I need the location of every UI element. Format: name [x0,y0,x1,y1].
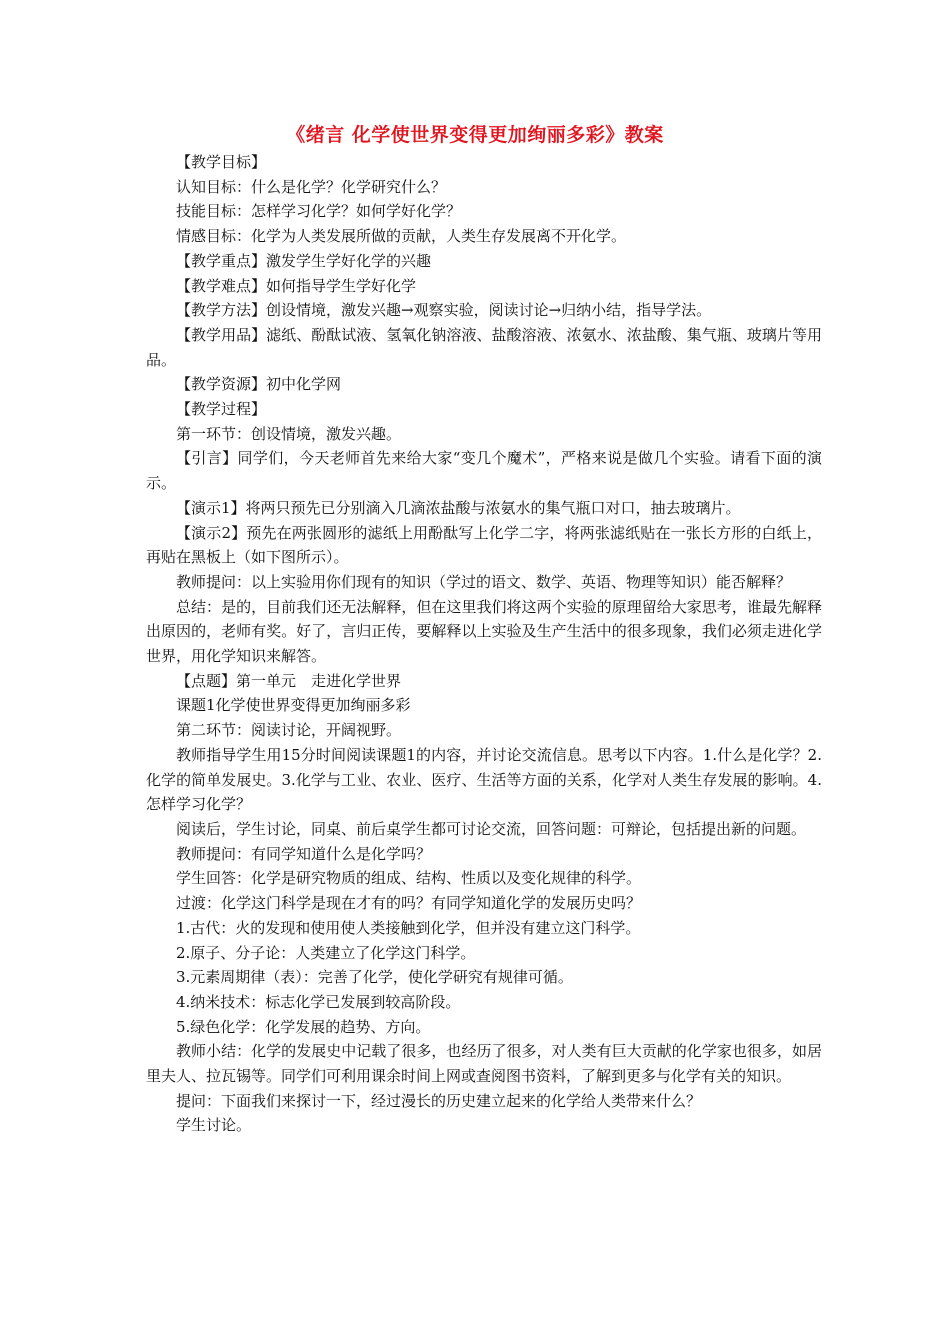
reading-guidance-paragraph: 教师指导学生用15分时间阅读课题1的内容，并讨论交流信息。思考以下内容。1.什么是化学？2.化学的简单发展史。3.化学与工业、农业、医疗、生活等方面的关系，化学对人类生存发展的影响。4.怎样学习化学？ [146,745,822,814]
history-item-1: 1.古代：火的发现和使用使人类接触到化学，但并没有建立这门科学。 [176,918,641,937]
student-discussion-line: 学生讨论。 [176,1116,252,1135]
teaching-materials: 【教学用品】滤纸、酚酞试液、氢氧化钠溶液、盐酸溶液、浓氨水、浓盐酸、集气瓶、玻璃片等用品。 [146,325,822,369]
discussion-paragraph: 阅读后，学生讨论，同桌、前后桌学生都可讨论交流，回答问题：可辩论，包括提出新的问题。 [176,819,807,838]
skill-objective: 技能目标：怎样学习化学？如何学好化学？ [176,202,462,221]
cognitive-objective: 认知目标：什么是化学？化学研究什么？ [176,177,447,196]
affective-objective: 情感目标：化学为人类发展所做的贡献，人类生存发展离不开化学。 [176,227,627,246]
document-title: 《绪言 化学使世界变得更加绚丽多彩》教案 [286,124,664,146]
lesson-title-line: 课题1化学使世界变得更加绚丽多彩 [176,696,411,715]
student-answer-line: 学生回答：化学是研究物质的组成、结构、性质以及变化规律的科学。 [176,869,642,888]
transition-line: 过渡：化学这门科学是现在才有的吗？有同学知道化学的发展历史吗？ [176,894,642,913]
history-item-5: 5.绿色化学：化学发展的趋势、方向。 [176,1017,431,1036]
teacher-question-line: 教师提问：有同学知道什么是化学吗？ [176,844,432,863]
demo-one-paragraph: 【演示1】将两只预先已分别滴入几滴浓盐酸与浓氨水的集气瓶口对口，抽去玻璃片。 [176,498,741,517]
topic-unit-line: 【点题】第一单元 走进化学世界 [176,671,402,690]
stage-two-heading: 第二环节：阅读讨论，开阔视野。 [176,721,402,740]
history-item-2: 2.原子、分子论：人类建立了化学这门科学。 [176,943,476,962]
document-body [146,150,822,1138]
history-item-4: 4.纳米技术：标志化学已发展到较高阶段。 [176,992,461,1011]
teacher-question-paragraph: 教师提问：以上实验用你们现有的知识（学过的语文、数学、英语、物理等知识）能否解释？ [176,572,792,591]
teacher-summary-paragraph: 教师小结：化学的发展史中记载了很多，也经历了很多，对人类有巨大贡献的化学家也很多，如居里夫人、拉瓦锡等。同学们可利用课余时间上网或查阅图书资料，了解到更多与化学有关的知识。 [146,1042,822,1086]
teaching-difficulty: 【教学难点】如何指导学生学好化学 [176,276,417,295]
demo-two-paragraph: 【演示2】预先在两张圆形的滤纸上用酚酞写上化学二字，将两张滤纸贴在一张长方形的白纸上，再贴在黑板上（如下图所示）。 [146,523,822,567]
section-heading-objectives: 【教学目标】 [176,153,267,171]
introduction-paragraph: 【引言】同学们，今天老师首先来给大家“变几个魔术”，严格来说是做几个实验。请看下面的演示。 [146,449,822,493]
summary-paragraph: 总结：是的，目前我们还无法解释，但在这里我们将这两个实验的原理留给大家思考，谁最先解释出原因的，老师有奖。好了，言归正传，要解释以上实验及生产生活中的很多现象，我们必须走进化学世界，用化学知识来解答。 [146,597,822,666]
teaching-method: 【教学方法】创设情境，激发兴趣→观察实验，阅读讨论→归纳小结，指导学法。 [176,301,712,320]
section-heading-process: 【教学过程】 [176,400,267,419]
teaching-resources: 【教学资源】初中化学网 [176,375,342,394]
history-item-3: 3.元素周期律（表）：完善了化学，使化学研究有规律可循。 [176,968,573,987]
question-line: 提问：下面我们来探讨一下，经过漫长的历史建立起来的化学给人类带来什么？ [176,1091,702,1110]
teaching-focus: 【教学重点】激发学生学好化学的兴趣 [176,251,432,270]
stage-one-heading: 第一环节：创设情境，激发兴趣。 [176,424,402,443]
